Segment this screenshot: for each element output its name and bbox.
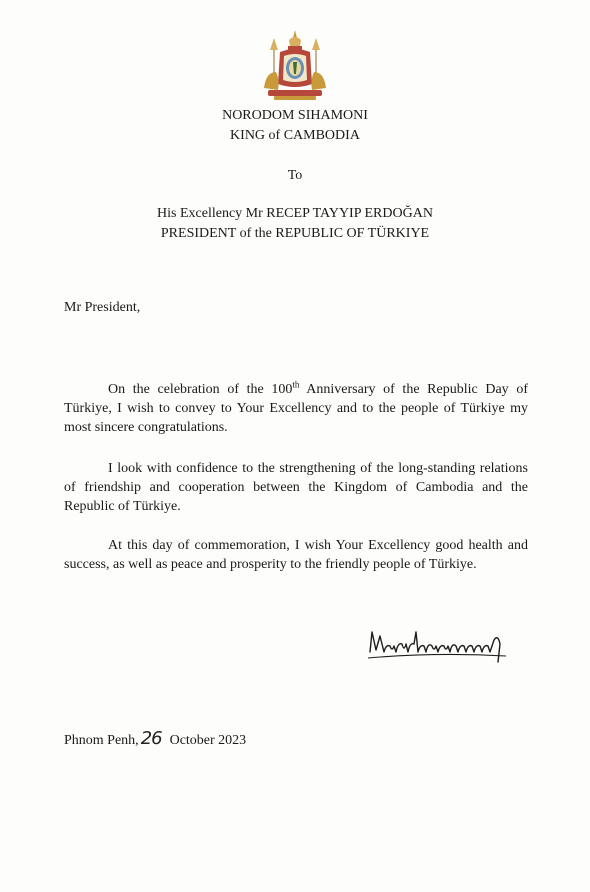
body-paragraph-2: I look with confidence to the strengthening of the long-standing relations of friendship and cooperation between the Kingdom of Cambodia and the Republic of Türkiye. <box>64 461 528 514</box>
sender-name: NORODOM SIHAMONI <box>222 108 368 123</box>
salutation: Mr President, <box>64 300 141 315</box>
recipient-name: His Excellency Mr RECEP TAYYIP ERDOĞAN <box>157 206 433 221</box>
sender-block <box>0 106 590 146</box>
handwritten-day: 26 <box>140 728 162 749</box>
month-year-text: October 2023 <box>169 733 247 748</box>
to-label: To <box>287 168 303 183</box>
recipient-title: PRESIDENT of the REPUBLIC OF TÜRKIYE <box>160 226 430 241</box>
royal-arms-of-cambodia-icon <box>260 28 330 102</box>
sender-title: KING of CAMBODIA <box>230 128 360 143</box>
body-paragraph-3: At this day of commemoration, I wish Your Excellency good health and success, as well as peace and prosperity to the friendly people of Türkiye. <box>64 538 528 572</box>
p1-after-text: Anniversary of the Republic Day of Türkiye, I wish to convey to Your Excellency and to the people of Türkiye my most sincere congratulations. <box>64 382 528 435</box>
p1-before-text: On the celebration of the 100 <box>108 382 293 397</box>
body-paragraph-1 <box>64 380 528 437</box>
recipient-block <box>0 204 590 244</box>
place-text: Phnom Penh, <box>64 733 139 748</box>
p1-superscript: th <box>292 379 300 390</box>
date-line <box>64 728 246 749</box>
handwritten-signature-icon <box>366 622 514 666</box>
